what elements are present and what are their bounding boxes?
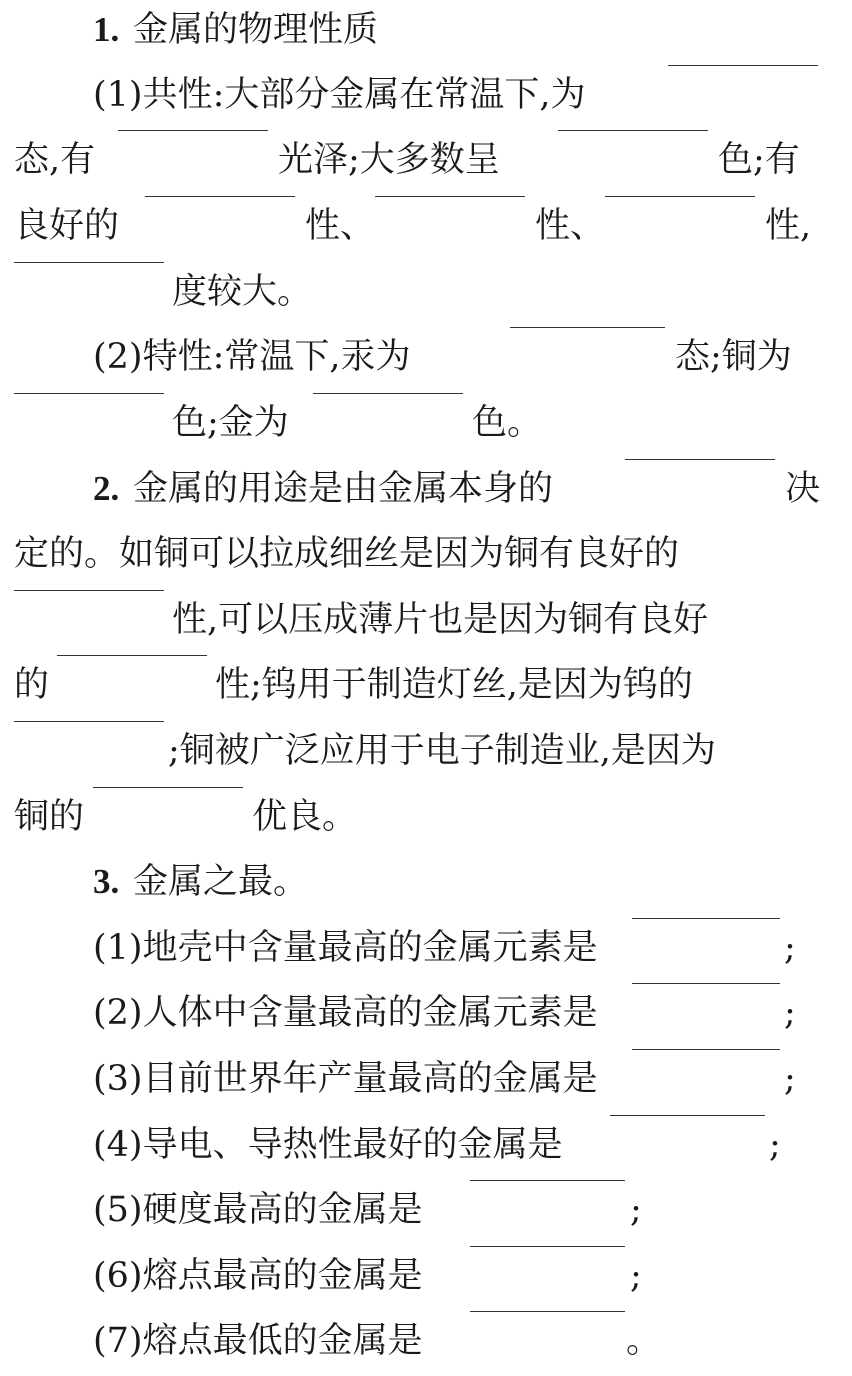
text-run: (2)特性:常温下,汞为	[93, 337, 411, 377]
q2-line3	[0, 590, 852, 650]
answer-blank[interactable]	[14, 590, 164, 591]
text-run: 铜的	[14, 797, 85, 837]
text-run: 性,	[765, 206, 812, 246]
q2-line4	[0, 655, 852, 715]
answer-blank[interactable]	[668, 65, 818, 66]
q1-p1-line2	[0, 130, 852, 190]
section-title: 金属的物理性质	[133, 10, 379, 50]
answer-blank[interactable]	[510, 327, 665, 328]
section-title: 金属之最。	[133, 862, 309, 902]
item-text: (7)熔点最低的金属是	[93, 1321, 423, 1361]
q3-item-4	[0, 1115, 852, 1175]
section-number: 1.	[93, 10, 120, 49]
q1-p2-line1	[0, 327, 852, 387]
section-3-heading	[0, 852, 852, 912]
answer-blank[interactable]	[313, 393, 463, 394]
text-run: 性;钨用于制造灯丝,是因为钨的	[215, 665, 693, 705]
item-text: (5)硬度最高的金属是	[93, 1190, 423, 1230]
text-run: ;铜被广泛应用于电子制造业,是因为	[168, 731, 716, 771]
section-1-heading	[0, 0, 852, 60]
text-run: 性、	[305, 206, 376, 246]
q3-item-2	[0, 983, 852, 1043]
q2-line5	[0, 721, 852, 781]
item-text: (3)目前世界年产量最高的金属是	[93, 1059, 598, 1099]
answer-blank[interactable]	[632, 983, 780, 984]
text-run: 性,可以压成薄片也是因为铜有良好	[172, 600, 709, 640]
text-run: 光泽;大多数呈	[278, 140, 500, 180]
q1-p1-line1	[0, 65, 852, 125]
q3-item-1	[0, 918, 852, 978]
q3-item-7	[0, 1311, 852, 1371]
text-run: 态;铜为	[675, 337, 792, 377]
answer-blank[interactable]	[470, 1180, 625, 1181]
item-end-punct: ;	[784, 928, 796, 968]
answer-blank[interactable]	[14, 721, 164, 722]
answer-blank[interactable]	[632, 1049, 780, 1050]
answer-blank[interactable]	[610, 1115, 765, 1116]
item-text: (1)地壳中含量最高的金属元素是	[93, 928, 598, 968]
section-number: 2.	[93, 469, 120, 508]
item-text: (2)人体中含量最高的金属元素是	[93, 993, 598, 1033]
text-run: 金属的用途是由金属本身的	[133, 469, 554, 509]
answer-blank[interactable]	[625, 459, 775, 460]
text-run: 态,有	[14, 140, 96, 180]
q2-line1	[0, 459, 852, 519]
text-run: (1)共性:大部分金属在常温下,为	[93, 75, 586, 115]
item-text: (6)熔点最高的金属是	[93, 1256, 423, 1296]
answer-blank[interactable]	[14, 262, 164, 263]
q3-item-3	[0, 1049, 852, 1109]
q1-p2-line2	[0, 393, 852, 453]
section-number: 3.	[93, 862, 120, 901]
text-run: 色;有	[718, 140, 800, 180]
text-run: 度较大。	[172, 272, 313, 312]
answer-blank[interactable]	[605, 196, 755, 197]
item-end-punct: 。	[626, 1321, 662, 1361]
q2-line2	[0, 524, 852, 584]
answer-blank[interactable]	[57, 655, 207, 656]
text-run: 色;金为	[172, 403, 289, 443]
q3-item-5	[0, 1180, 852, 1240]
item-text: (4)导电、导热性最好的金属是	[93, 1125, 563, 1165]
q1-p1-line3	[0, 196, 852, 256]
q2-line6	[0, 787, 852, 847]
item-end-punct: ;	[630, 1190, 642, 1230]
item-end-punct: ;	[784, 1059, 796, 1099]
item-end-punct: ;	[784, 993, 796, 1033]
text-run: 良好的	[14, 206, 120, 246]
text-run: 优良。	[252, 797, 358, 837]
answer-blank[interactable]	[632, 918, 780, 919]
answer-blank[interactable]	[470, 1246, 625, 1247]
text-run: 定的。如铜可以拉成细丝是因为铜有良好的	[14, 534, 680, 574]
text-run: 性、	[535, 206, 606, 246]
text-run: 色。	[472, 403, 543, 443]
answer-blank[interactable]	[93, 787, 243, 788]
answer-blank[interactable]	[470, 1311, 625, 1312]
answer-blank[interactable]	[118, 130, 268, 131]
answer-blank[interactable]	[14, 393, 164, 394]
item-end-punct: ;	[769, 1125, 781, 1165]
q1-p1-line4	[0, 262, 852, 322]
item-end-punct: ;	[630, 1256, 642, 1296]
text-run: 决	[785, 469, 821, 509]
q3-item-6	[0, 1246, 852, 1306]
answer-blank[interactable]	[145, 196, 295, 197]
answer-blank[interactable]	[375, 196, 525, 197]
answer-blank[interactable]	[558, 130, 708, 131]
text-run: 的	[14, 665, 50, 705]
